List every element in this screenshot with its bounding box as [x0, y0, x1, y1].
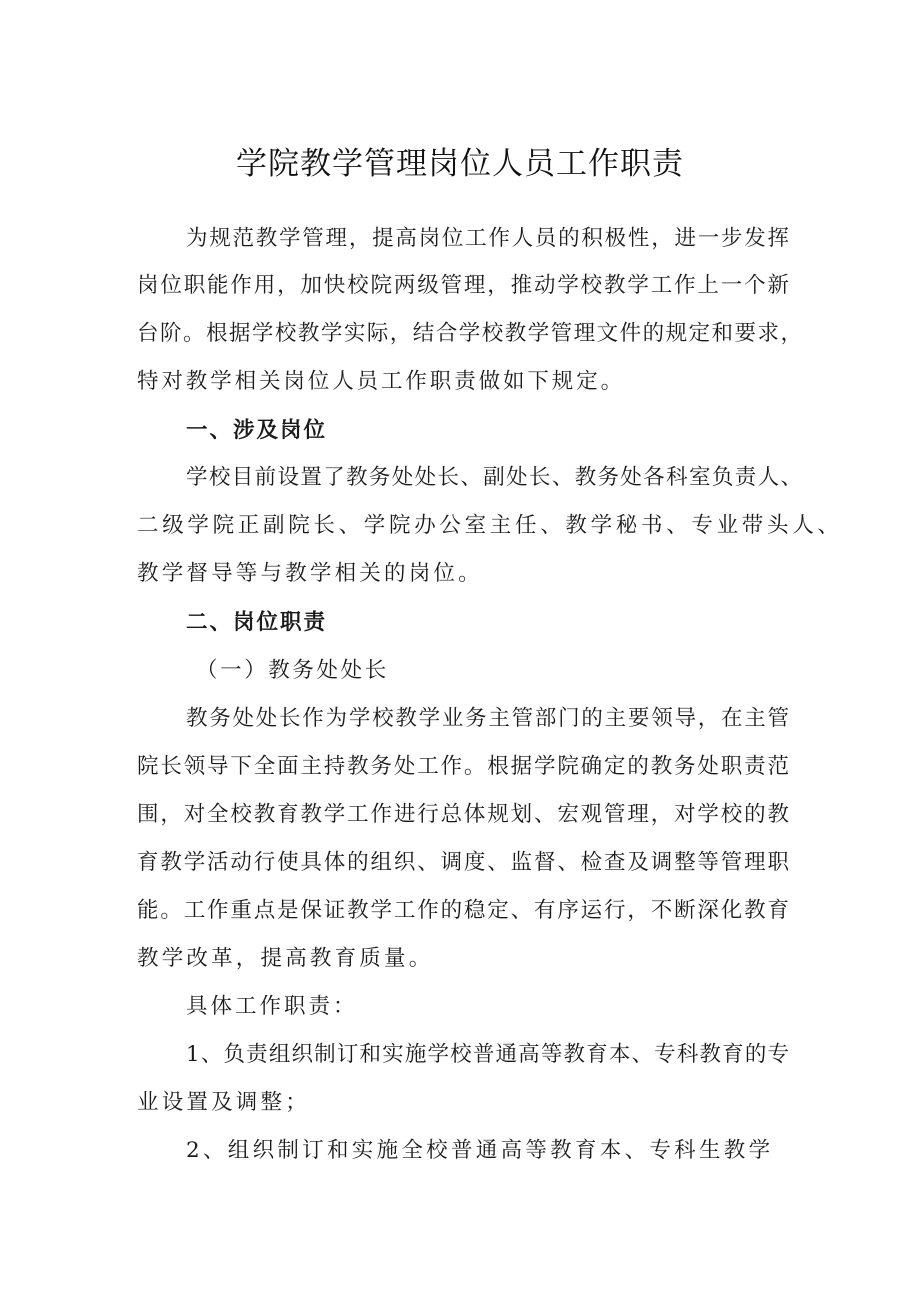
section2-subheading: （一）教务处处长: [196, 658, 389, 683]
section1-line-3: 教学督导等与教学相关的岗位。: [137, 561, 483, 586]
section2-heading: 二、岗位职责: [186, 610, 328, 635]
section2-line-1: 教务处处长作为学校教学业务主管部门的主要领导，在主管: [186, 706, 789, 731]
section1-heading: 一、涉及岗位: [186, 418, 328, 443]
section1-line-1: 学校目前设置了教务处处长、副处长、教务处各科室负责人、: [186, 465, 802, 490]
section1-line-2: 二级学院正副院长、学院办公室主任、教学秘书、专业带头人、: [137, 513, 843, 538]
section2-line-5: 能。工作重点是保证教学工作的稳定、有序运行，不断深化教育: [137, 898, 789, 923]
duty-2-line-1: 2、组织制订和实施全校普通高等教育本、专科生教学: [186, 1138, 774, 1163]
section2-line-2: 院长领导下全面主持教务处工作。根据学院确定的教务处职责范: [137, 754, 789, 779]
duty-1-line-2: 业设置及调整；: [137, 1090, 310, 1115]
intro-line-2: 岗位职能作用，加快校院两级管理，推动学校教学工作上一个新: [137, 273, 789, 298]
section2-line-4: 育教学活动行使具体的组织、调度、监督、检查及调整等管理职: [137, 850, 789, 875]
document-title: 学院教学管理岗位人员工作职责: [236, 146, 684, 182]
section2-line-3: 围，对全校教育教学工作进行总体规划、宏观管理，对学校的教: [137, 802, 789, 827]
intro-line-3: 台阶。根据学校教学实际，结合学校教学管理文件的规定和要求，: [137, 321, 802, 346]
intro-line-4: 特对教学相关岗位人员工作职责做如下规定。: [137, 369, 626, 394]
duties-label: 具体工作职责：: [186, 994, 358, 1019]
duty-1-line-1: 1、负责组织制订和实施学校普通高等教育本、专科教育的专: [186, 1042, 789, 1067]
intro-line-1: 为规范教学管理，提高岗位工作人员的积极性，进一步发挥: [186, 226, 789, 251]
section2-line-6: 教学改革，提高教育质量。: [137, 946, 434, 971]
